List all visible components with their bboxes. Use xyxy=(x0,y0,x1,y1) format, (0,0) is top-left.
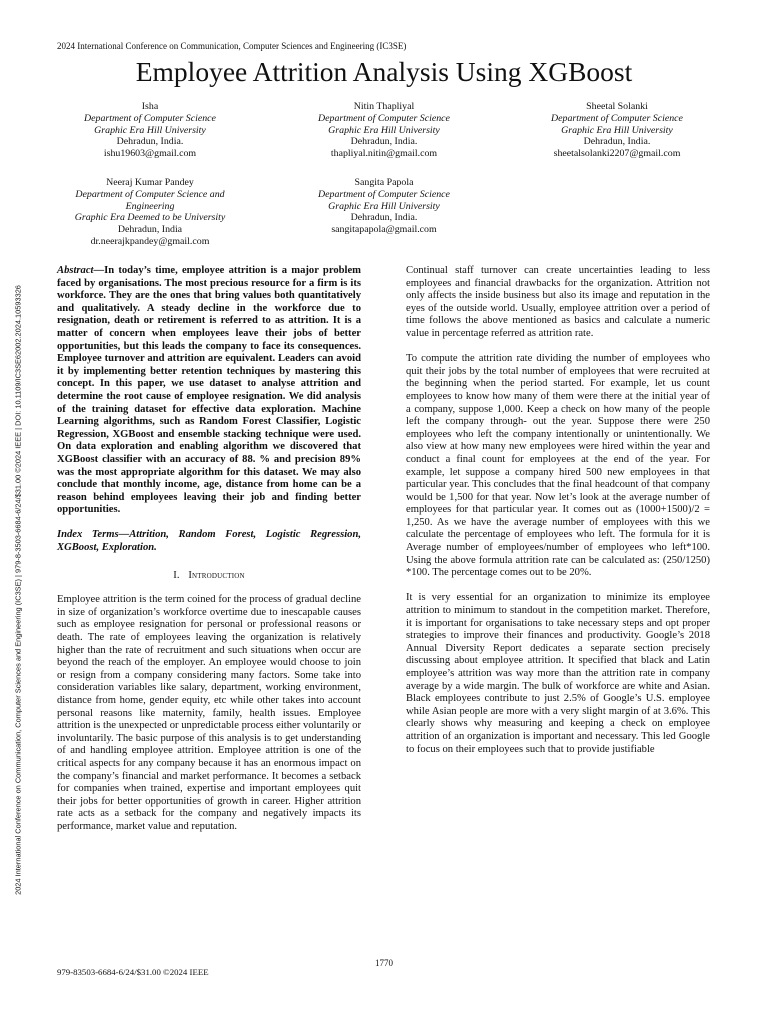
author-university: Graphic Era Deemed to be University xyxy=(74,212,226,224)
author-university: Graphic Era Hill University xyxy=(328,124,440,136)
author-dept: Department of Computer Science xyxy=(551,112,683,124)
author-city: Dehradun, India xyxy=(117,224,183,236)
body-paragraph: It is very essential for an organization to minimize its employee attrition to minimum to standout in the competition market. Therefore, it is important for organisations to take necessary steps and opt proper strategies to improve their finances and productivity. Google’s 2018 Annual Diversity Report dedicates a separate section precisely discussing about employee attrition. It specified that black and Latin employee’s attrition was way more than the attrition rate in company average by a wide margin. The bulk of workforce are white and Asian. Black employees contribute to just 2.5% of Google’s U.S. employee while Asian people are more with a very slight margin of at 3.6%. This clearly shows why measuring and keeping a check on employee attrition of an organization is important and necessary. This led Google to focus on their employees such that to provide justifiable xyxy=(406,592,710,755)
author-university: Graphic Era Hill University xyxy=(94,124,206,136)
author-name: Nitin Thapliyal xyxy=(353,101,415,112)
index-terms xyxy=(57,529,361,554)
author-block xyxy=(274,177,494,236)
author-university: Graphic Era Hill University xyxy=(561,124,673,136)
author-university: Graphic Era Hill University xyxy=(328,200,440,212)
author-block xyxy=(40,101,260,160)
author-dept: Department of Computer Science and Engineering xyxy=(75,188,225,212)
abstract-text: —In today’s time, employee attrition is a major problem faced by organisations. The most precious resource for a firm is its workforce. They are the ones that bring values both quantitatively and qualitatively. A steady decline in the workforce due to resignation, death or retirement is referred to as attrition. It is a matter of concern when employees leave their jobs of better opportunities, but this leads the company to face its consequences. Employee turnover and attrition are equivalent. Leaders can avoid it by implementing better retention techniques by mastering this concept. In this paper, we use dataset to analyse attrition and determine the root cause of employee resignation. We did analysis of the training dataset for effective data exploration. Machine Learning algorithms, such as Random Forest Classifier, Logistic Regression, XGBoost and ensemble stacking technique were used. On data exploration and enabling algorithm we discovered that XGBoost classifier with an accuracy of 88. % and precision 89% was the most appropriate algorithm for this dataset. We may also conclude that monthly income, age, distance from home can be a reason behind employees leaving their job and finding better opportunities. xyxy=(57,265,361,516)
index-terms-label: Index Terms xyxy=(57,529,119,541)
abstract xyxy=(57,265,361,517)
index-terms-text: —Attrition, Random Forest, Logistic Regression, XGBoost, Exploration. xyxy=(57,529,361,554)
conference-header: 2024 International Conference on Communication, Computer Sciences and Engineering (IC3SE) xyxy=(57,41,407,51)
body-paragraph: Continual staff turnover can create uncertainties leading to less employees and financial drawbacks for the organization. Attrition not only affects the inside business but also its image and reputation in the eyes of the outside world. Usually, employee attrition over a period of time follows the above mentioned as basics and calculate a numeric value in percentage referred as attrition rate. xyxy=(406,265,710,339)
left-column xyxy=(57,265,361,834)
author-email: thapliyal.nitin@gmail.com xyxy=(330,148,438,160)
author-email: sangitapapola@gmail.com xyxy=(331,224,437,236)
author-city: Dehradun, India. xyxy=(116,136,184,148)
author-city: Dehradun, India. xyxy=(583,136,651,148)
author-name: Neeraj Kumar Pandey xyxy=(106,177,194,188)
author-name: Sheetal Solanki xyxy=(586,101,648,112)
author-name: Isha xyxy=(141,101,159,112)
author-city: Dehradun, India. xyxy=(350,212,418,224)
author-block xyxy=(55,177,245,248)
footer-copyright: 979-83503-6684-6/24/$31.00 ©2024 IEEE xyxy=(57,967,209,977)
author-email: dr.neerajkpandey@gmail.com xyxy=(90,235,210,247)
paper-title: Employee Attrition Analysis Using XGBoost xyxy=(135,56,633,87)
section-number: I. xyxy=(173,569,180,581)
author-block xyxy=(507,101,727,160)
side-margin-text: 2024 International Conference on Communication, Computer Sciences and Engineering (IC3SE) | 979-8-3503-6684-6/24/$31.00 ©2024 IEEE | DOI: 10.1109/IC3SE62002.2024.10593326 xyxy=(13,285,23,895)
author-block xyxy=(274,101,494,160)
abstract-label: Abstract xyxy=(57,265,94,276)
body-paragraph: To compute the attrition rate dividing the number of employees who quit their jobs by the total number of employees that were recruited at the beginning when the period started. For example, let us count employees to know how many of them were there at the initial year of a company, suppose 1,000. Keep a check on how many of the people left the company through- out the year. Suppose there were 250 employees who left the company intentionally or unintentionally. We also view at how many new employees were hired within the year and conduct a final count for employees at the end of the year. For example, let suppose a company hired 500 new employees in that particular year. This concludes that the final headcount of that company would be 1,500 for that year. Now let’s look at the average number of employees for that particular year. It comes out as (1000+1500)/2 = 1,250. As we have the average number of employees with this we calculate the percentage of employees who left. The formula for it is Average number of employees/number of employees who left*100. Using the above formula attrition rate can be calculated as: (250/1250) *100. The percentage comes out to be 20%. xyxy=(406,353,710,579)
author-dept: Department of Computer Science xyxy=(318,112,450,124)
author-city: Dehradun, India. xyxy=(350,136,418,148)
author-dept: Department of Computer Science xyxy=(318,188,450,200)
side-margin-banner xyxy=(9,225,27,955)
section-title: Introduction xyxy=(188,569,245,581)
author-name: Sangita Papola xyxy=(354,177,414,188)
author-dept: Department of Computer Science xyxy=(84,112,216,124)
author-email: sheetalsolanki2207@gmail.com xyxy=(553,148,681,160)
page-number: 1770 xyxy=(375,958,393,968)
intro-paragraph: Employee attrition is the term coined for the process of gradual decline in size of organization’s workforce overtime due to inescapable causes such as employee resignation for personal or professional reasons or death. The rate of employees leaving the organization is relatively higher than the rate of recruitment and such situations when occur are beyond the reach of the employer. An employee would choose to join or resign from a company considering many factors. Some take into consideration variables like salary, department, working environment, distance from home, gender equity, etc while other takes into account personal reasons like maternity, family, health issues. Employee attrition is the unexpected or unpredictable process either voluntarily or involuntarily. The basic purpose of this analysis is to get understanding of and handling employee attrition. Employee attrition is one of the critical aspects for any company because it has an enormous impact on the company’s financial and market performance. It becomes a setback for companies when trained, expertise and important employees quit their jobs for better opportunities of growth in career. Higher attrition rate acts as a setback for the company and negatively impacts its performance, market value and reputation. xyxy=(57,594,361,832)
author-email: ishu19603@gmail.com xyxy=(103,148,197,160)
section-heading xyxy=(57,570,361,583)
right-column xyxy=(406,265,710,756)
